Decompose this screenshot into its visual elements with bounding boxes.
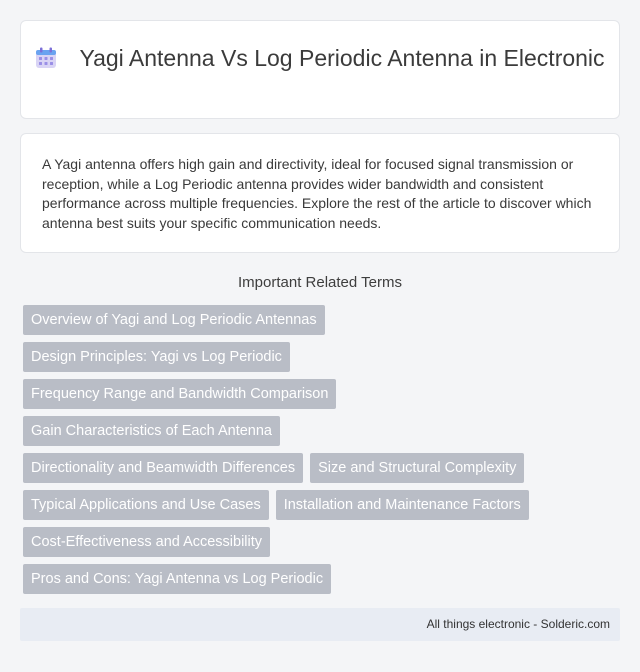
page-title — [21, 44, 619, 73]
intro-text: A Yagi antenna offers high gain and directivity, ideal for focused signal transmission or reception, while a Log Periodic antenna provides wider bandwidth and consistent performance across multiple frequencies. Explore the rest of the article to discover which antenna best suits your specific communication needs. — [42, 156, 592, 231]
related-term-tag[interactable]: Size and Structural Complexity — [310, 453, 524, 483]
intro-card — [20, 133, 620, 253]
related-term-tag[interactable]: Directionality and Beamwidth Differences — [23, 453, 303, 483]
related-terms-heading: Important Related Terms — [238, 274, 402, 291]
related-terms-list — [23, 305, 613, 601]
related-term-tag[interactable]: Frequency Range and Bandwidth Comparison — [23, 379, 336, 409]
page-title-text: Yagi Antenna Vs Log Periodic Antenna in Electronic — [79, 45, 605, 71]
related-term-tag[interactable]: Pros and Cons: Yagi Antenna vs Log Periodic — [23, 564, 331, 594]
footer — [20, 608, 620, 641]
related-term-tag[interactable]: Overview of Yagi and Log Periodic Antennas — [23, 305, 325, 335]
related-term-tag[interactable]: Design Principles: Yagi vs Log Periodic — [23, 342, 290, 372]
footer-text: All things electronic - Solderic.com — [426, 617, 610, 631]
title-card — [20, 20, 620, 119]
related-term-tag[interactable]: Typical Applications and Use Cases — [23, 490, 269, 520]
related-term-tag[interactable]: Gain Characteristics of Each Antenna — [23, 416, 280, 446]
related-term-tag[interactable]: Cost-Effectiveness and Accessibility — [23, 527, 270, 557]
related-term-tag[interactable]: Installation and Maintenance Factors — [276, 490, 529, 520]
calendar-icon — [35, 47, 57, 69]
